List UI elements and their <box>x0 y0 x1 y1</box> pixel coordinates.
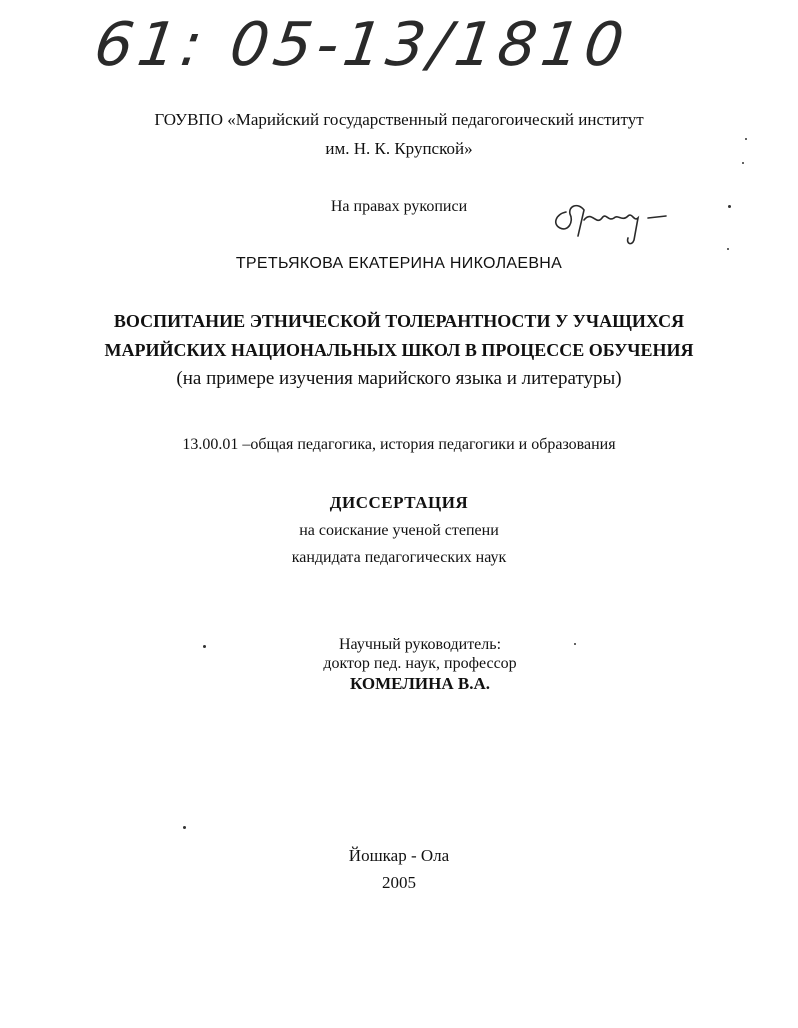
degree-line-1: на соискание ученой степени <box>299 522 499 539</box>
handwritten-signature-icon <box>548 192 678 252</box>
author-name: ТРЕТЬЯКОВА ЕКАТЕРИНА НИКОЛАЕВНА <box>235 255 563 272</box>
document-type-label: ДИССЕРТАЦИЯ <box>329 493 469 512</box>
institution-name-line-1: ГОУВПО «Марийский государственный педагогоический институт <box>154 110 644 129</box>
dissertation-title-line-1: ВОСПИТАНИЕ ЭТНИЧЕСКОЙ ТОЛЕРАНТНОСТИ У УЧАЩИХСЯ <box>113 311 685 331</box>
handwritten-catalog-number: 61: 05-13/1810 <box>90 10 633 80</box>
institution-name-line-2: им. Н. К. Крупской» <box>325 139 473 158</box>
scan-speck <box>742 162 744 164</box>
supervisor-label: Научный руководитель: <box>338 636 502 653</box>
year: 2005 <box>382 873 416 892</box>
degree-line-2: кандидата педагогических наук <box>291 549 507 566</box>
scan-speck <box>183 826 186 829</box>
scan-speck <box>728 205 731 208</box>
specialty-code: 13.00.01 –общая педагогика, история педагогики и образования <box>182 436 616 453</box>
manuscript-rights-note: На правах рукописи <box>330 198 468 215</box>
scan-speck <box>574 643 576 645</box>
supervisor-degree: доктор пед. наук, профессор <box>323 655 517 672</box>
supervisor-name: КОМЕЛИНА В.А. <box>349 674 491 693</box>
dissertation-title-line-2: МАРИЙСКИХ НАЦИОНАЛЬНЫХ ШКОЛ В ПРОЦЕССЕ ОБУЧЕНИЯ <box>104 340 694 360</box>
dissertation-subtitle: (на примере изучения марийского языка и литературы) <box>176 368 622 389</box>
scan-speck <box>727 248 729 250</box>
city: Йошкар - Ола <box>348 846 450 865</box>
scan-speck <box>745 138 747 140</box>
scan-speck <box>203 645 206 648</box>
